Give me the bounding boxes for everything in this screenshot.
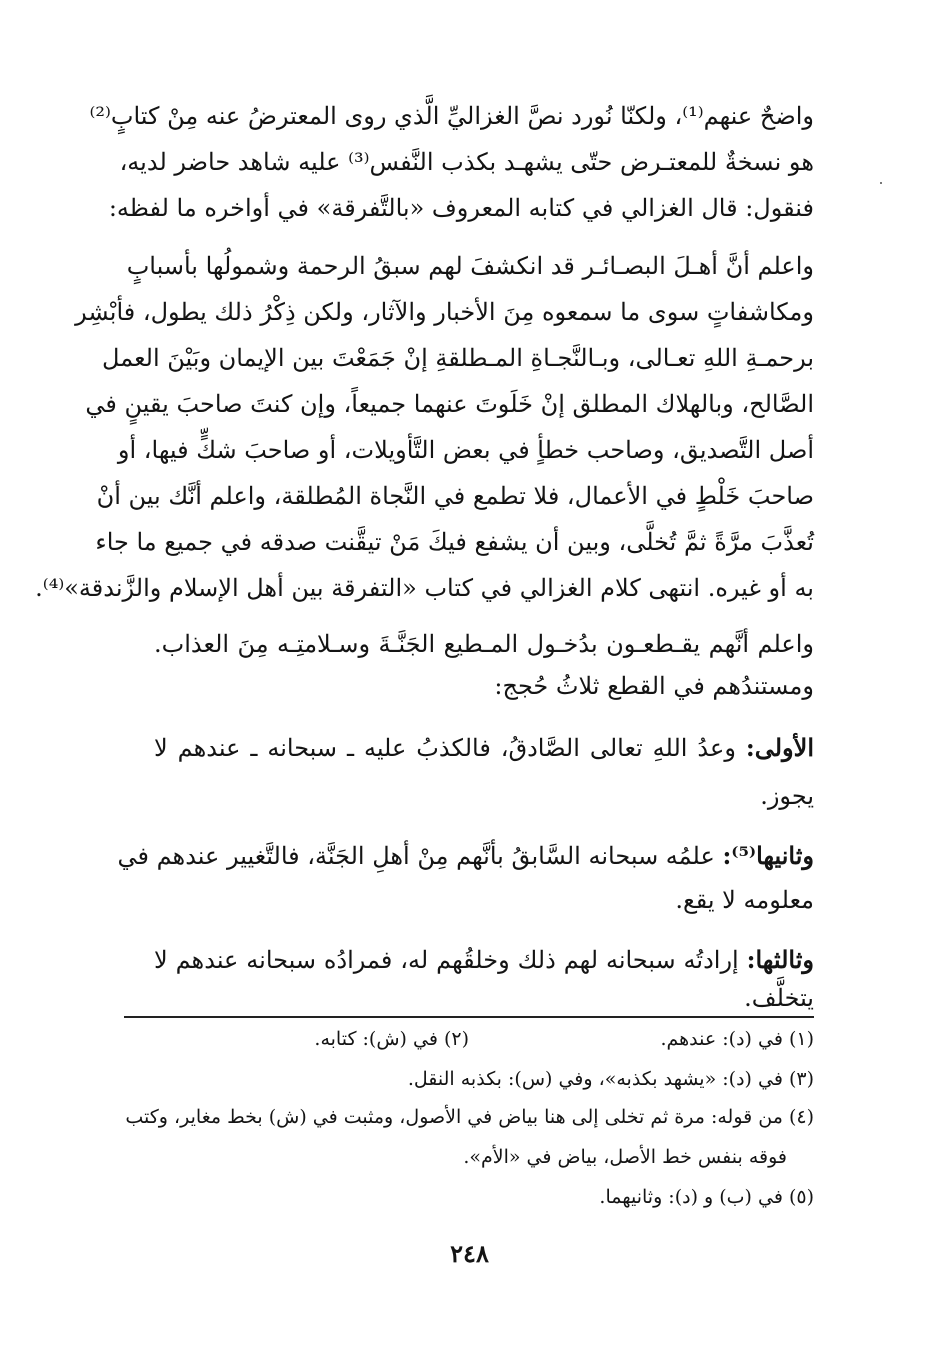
second-argument-line (117, 836, 814, 876)
intro-line-3: فنقول: قال الغزالي في كتابه المعروف «بالتَّفرقة» في أواخره ما لفظه: (108, 194, 814, 222)
third-argument-line-2: يتخلَّف. (744, 984, 814, 1012)
quote-line-8: به أو غيره. انتهى كلام الغزالي في كتاب «التفرقة بين أهل الإسلام والزَّندقة»⁽⁴⁾. (35, 574, 814, 602)
quote-line-3: برحمـةِ اللهِ تعـالى، وبـالنَّجـاةِ المـطلقةِ إنْ جَمَعْتَ بين الإيمان وبَيْنَ العمل (102, 344, 814, 372)
footnote-2: (٢) في (ش): كتابه. (314, 1028, 469, 1050)
quote-line-7: تُعذَّبَ مرَّةً ثمَّ تُخلَّى، وبين أن يشفع فيكَ مَنْ تيقَّنت صدقه في جميع ما جاء (95, 528, 814, 556)
footnote-separator (124, 1016, 814, 1018)
quote-line-1: واعلم أنَّ أهـلَ البصـائـر قد انكشفَ لهم سبقُ الرحمة وشمولُها بأسبابٍ (126, 252, 814, 280)
intro-line-2: هو نسخةٌ للمعتـرض حتّى يشهـد بكذب النَّفس⁽³⁾ عليه شاهد حاضر لديه، (119, 148, 814, 176)
margin-mark (880, 182, 882, 184)
third-argument-text: إرادتُه سبحانه لهم ذلك وخلقُهم له، فمرادُه سبحانه عندهم لا (154, 946, 747, 974)
first-argument-line-2: يجوز. (760, 782, 814, 810)
footnote-4-line-1: (٤) من قوله: مرة ثم تخلى إلى هنا بياض في الأصول، ومثبت في (ش) بخط مغاير، وكتب (125, 1106, 814, 1128)
second-argument-label: وثانيها⁽⁵⁾: (722, 841, 814, 870)
third-argument-line (154, 940, 814, 980)
know-line-1: واعلم أنَّهم يقـطعـون بدُخـول المـطيع الجَنَّـةَ وسـلامتِـه مِنَ العذاب. (154, 630, 814, 658)
second-argument-text: علمُه سبحانه السَّابقُ بأنَّهم مِنْ أهلِ الجَنَّة، فالتَّغيير عندهم في (117, 842, 723, 870)
second-argument-line-2: معلومه لا يقع. (675, 886, 814, 914)
footnote-4-line-2: فوقه بنفس خط الأصل، بياض في «الأم». (463, 1146, 787, 1168)
know-line-2: ومستندُهم في القطع ثلاثُ حُجج: (494, 672, 814, 700)
first-argument-label: الأولى: (745, 733, 814, 762)
quote-line-2: ومكاشفاتٍ سوى ما سمعوه مِنَ الأخبار والآثار، ولكن ذِكْرُ ذلك يطول، فأبْشِر (75, 298, 814, 326)
third-argument-label: وثالثها: (746, 945, 814, 974)
footnote-3: (٣) في (د): «يشهد بكذبه»، وفي (س): بكذبه النقل. (407, 1068, 814, 1090)
quote-line-5: أصل التَّصديق، وصاحب خطأٍ في بعض التَّأويلات، أو صاحبَ شكٍّ فيها، أو (117, 436, 814, 464)
footnote-1: (١) في (د): عندهم. (660, 1028, 814, 1050)
first-argument-line (154, 728, 814, 768)
first-argument-text: وعدُ اللهِ تعالى الصَّادقُ، فالكذبُ عليه ـ سبحانه ـ عندهم لا (154, 734, 746, 762)
quote-line-6: صاحبَ خَلْطٍ في الأعمال، فلا تطمع في النَّجاة المُطلقة، واعلم أنَّك بين أنْ (96, 482, 814, 510)
intro-line-1: واضحٌ عنهم⁽¹⁾، ولكنّا نُورد نصَّ الغزاليِّ الَّذي روى المعترضُ عنه مِنْ كتابٍ⁽²⁾ (89, 102, 814, 130)
page-number: ٢٤٨ (450, 1239, 489, 1268)
footnote-5: (٥) في (ب) و (د): وثانيهما. (599, 1186, 814, 1208)
quote-line-4: الصَّالح، وبالهلاك المطلق إنْ خَلَوتَ عنهما جميعاً، وإن كنتَ صاحبَ يقينٍ في (85, 390, 814, 418)
